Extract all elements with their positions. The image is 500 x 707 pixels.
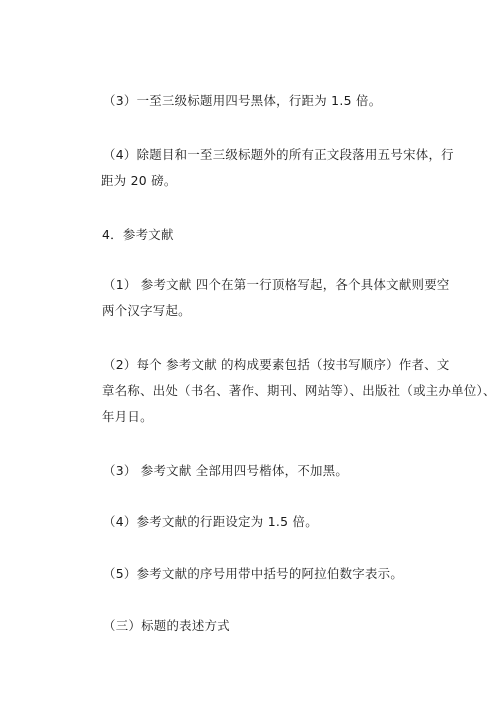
paragraph-item-4 [103, 142, 453, 194]
paragraph-line: （4）参考文献的行距设定为 1.5 倍。 [103, 514, 318, 529]
paragraph-ref-3 [103, 458, 453, 484]
paragraph-line: 两个汉字写起。 [102, 303, 191, 318]
paragraph-line: （3） 参考文献 全部用四号楷体，不加黑。 [103, 463, 349, 478]
paragraph-line: （3）一至三级标题用四号黑体，行距为 1.5 倍。 [103, 93, 382, 108]
paragraph-line: （1） 参考文献 四个在第一行顶格写起，各个具体文献则要空 [103, 277, 450, 292]
paragraph-line: （2）每个 参考文献 的构成要素包括（按书写顺序）作者、文 [103, 357, 450, 372]
paragraph-line: 距为 20 磅。 [101, 173, 177, 188]
paragraph-ref-1 [103, 272, 453, 324]
paragraph-line: （5）参考文献的序号用带中括号的阿拉伯数字表示。 [103, 566, 404, 581]
paragraph-line: 章名称、出处（书名、著作、期刊、网站等）、出版社（或主办单位）、 [102, 383, 496, 398]
paragraph-ref-2 [102, 352, 496, 430]
section-heading-references: 4．参考文献 [102, 227, 174, 242]
paragraph-line: 年月日。 [102, 409, 153, 424]
paragraph-item-3 [103, 88, 453, 114]
paragraph-line: （4）除题目和一至三级标题外的所有正文段落用五号宋体，行 [103, 147, 454, 162]
paragraph-ref-5 [103, 561, 453, 587]
paragraph-ref-4 [103, 509, 453, 535]
section-heading-title-style: （三）标题的表述方式 [103, 618, 230, 633]
